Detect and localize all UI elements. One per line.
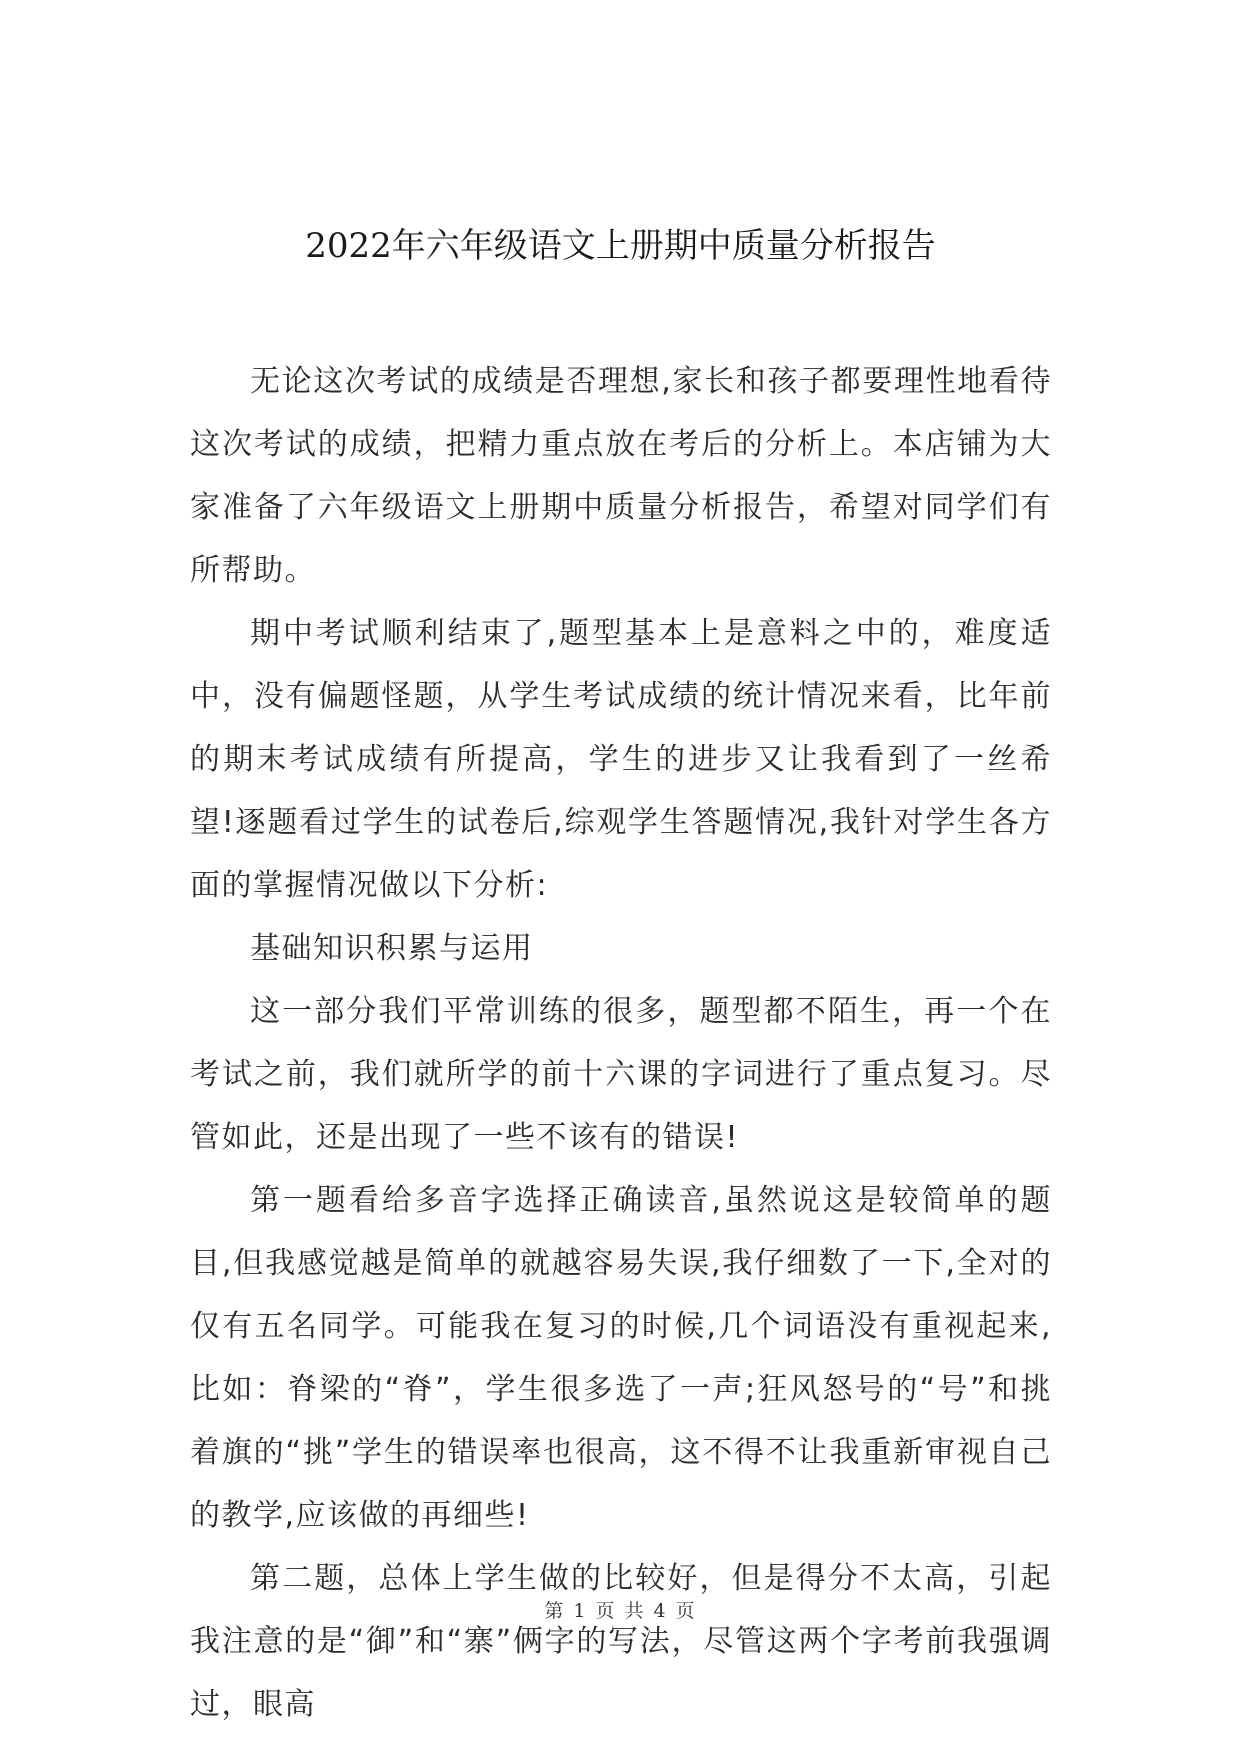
page-title: 2022年六年级语文上册期中质量分析报告	[305, 226, 936, 266]
page-footer: 第 1 页 共 4 页	[544, 1600, 697, 1622]
paragraph-question-one: 第一题看给多音字选择正确读音,虽然说这是较简单的题目,但我感觉越是简单的就越容易失误,我仔细数了一下,全对的仅有五名同学。可能我在复习的时候,几个词语没有重视起来,比如：脊梁的“脊”，学生很多选了一声;狂风怒号的“号”和挑着旗的“挑”学生的错误率也很高，这不得不让我重新审视自己的教学,应该做的再细些!	[190, 1183, 1052, 1533]
section-heading: 基础知识积累与运用	[250, 931, 534, 966]
paragraph-basics: 这一部分我们平常训练的很多，题型都不陌生，再一个在考试之前，我们就所学的前十六课的字词进行了重点复习。尽管如此，还是出现了一些不该有的错误!	[190, 994, 1052, 1155]
document-body	[190, 350, 1052, 1736]
paragraph-intro: 无论这次考试的成绩是否理想,家长和孩子都要理性地看待这次考试的成绩，把精力重点放在考后的分析上。本店铺为大家准备了六年级语文上册期中质量分析报告，希望对同学们有所帮助。	[190, 364, 1052, 588]
paragraph-overview: 期中考试顺利结束了,题型基本上是意料之中的，难度适中，没有偏题怪题，从学生考试成绩的统计情况来看，比年前的期末考试成绩有所提高，学生的进步又让我看到了一丝希望!逐题看过学生的试卷后,综观学生答题情况,我针对学生各方面的掌握情况做以下分析:	[190, 616, 1052, 903]
paragraph-question-two: 第二题，总体上学生做的比较好，但是得分不太高，引起我注意的是“御”和“寨”俩字的写法，尽管这两个字考前我强调过，眼高	[190, 1561, 1052, 1722]
